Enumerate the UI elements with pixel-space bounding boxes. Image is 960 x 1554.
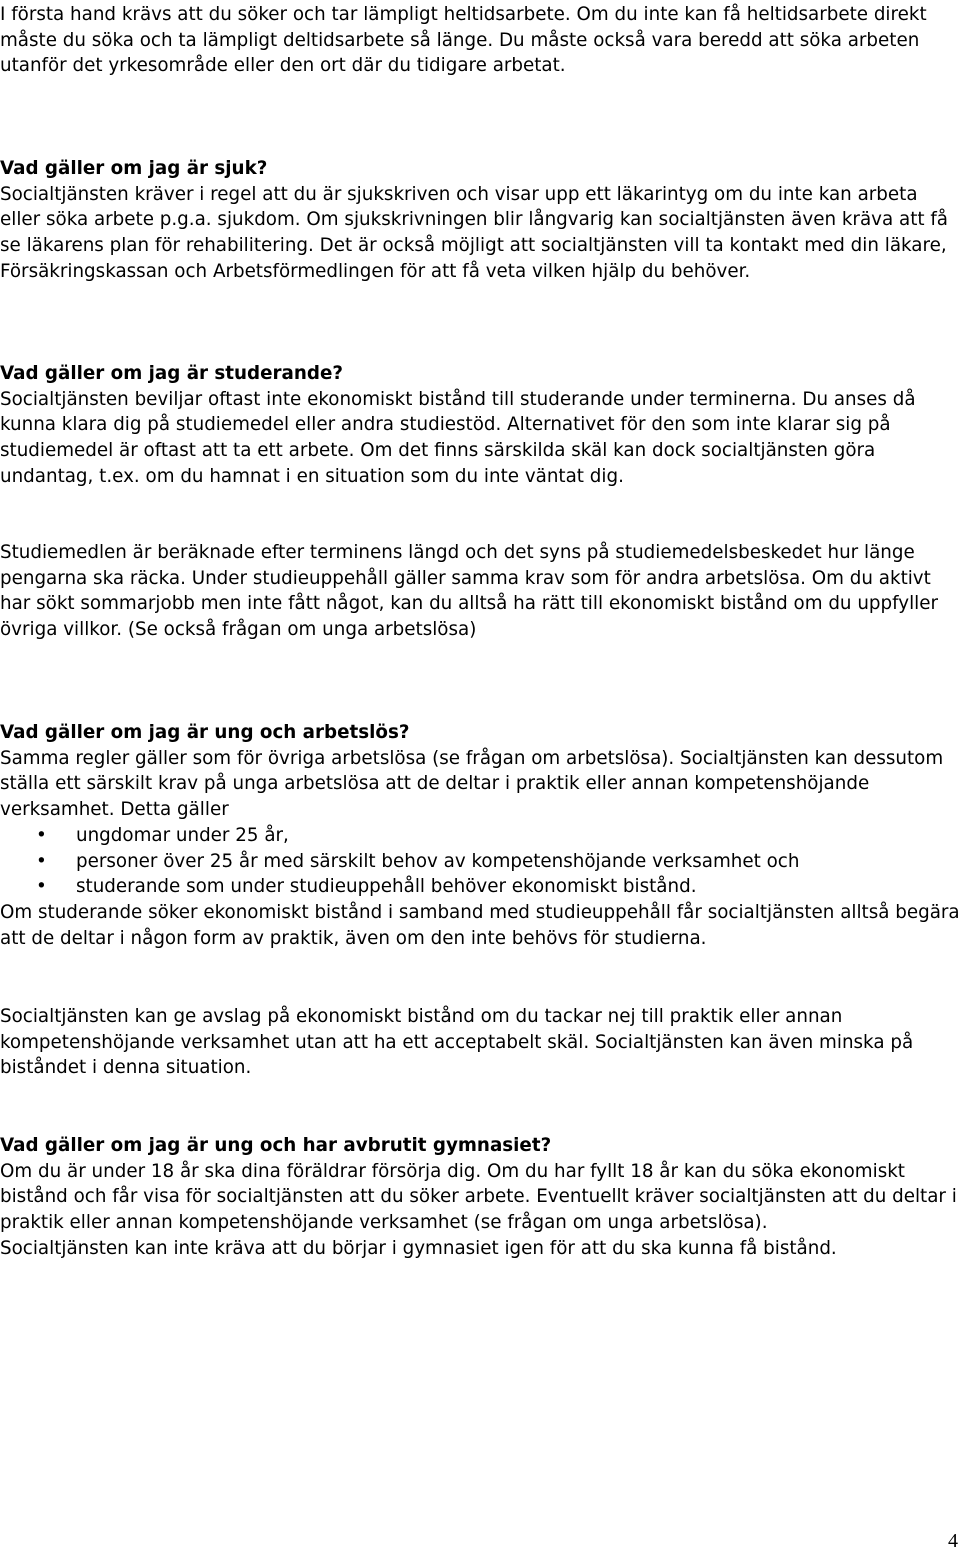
sick-section xyxy=(0,156,960,285)
dropout-paragraph-1: Om du är under 18 år ska dina föräldrar försörja dig. Om du har fyllt 18 år kan du söka ekonomiskt bistånd och får visa för socialtjänsten att du söker arbete. Eventuellt kräver socialtjänsten att du deltar i praktik eller annan kompetenshöjande verksamhet (se frågan om unga arbetslösa). xyxy=(0,1160,957,1234)
intro-section xyxy=(0,2,960,79)
list-item: • ungdomar under 25 år, xyxy=(0,823,960,849)
page-number: 4 xyxy=(948,1530,958,1552)
dropout-section xyxy=(0,1133,960,1262)
young-bullet-list xyxy=(0,823,960,900)
young-section-2 xyxy=(0,1004,960,1081)
student-paragraph-2: Studiemedlen är beräknade efter terminens längd och det syns på studiemedelsbeskedet hur länge pengarna ska räcka. Under studieuppehåll gäller samma krav som för andra arbetslösa. Om du aktivt har sökt sommarjobb men inte fått något, kan du alltså ha rätt till ekonomiskt bistånd om du uppfyller övriga villkor. (Se också frågan om unga arbetslösa) xyxy=(0,542,938,641)
student-section xyxy=(0,361,960,490)
young-section xyxy=(0,720,960,951)
young-heading: Vad gäller om jag är ung och arbetslös? xyxy=(0,722,410,743)
list-item: • studerande som under studieuppehåll behöver ekonomiskt bistånd. xyxy=(0,874,960,900)
dropout-heading: Vad gäller om jag är ung och har avbrutit gymnasiet? xyxy=(0,1135,552,1156)
sick-heading: Vad gäller om jag är sjuk? xyxy=(0,158,268,179)
intro-paragraph: I första hand krävs att du söker och tar lämpligt heltidsarbete. Om du inte kan få heltidsarbete direkt måste du söka och ta lämpligt deltidsarbete så länge. Du måste också vara beredd att söka arbeten utanför det yrkesområde eller den ort där du tidigare arbetat. xyxy=(0,4,927,77)
list-item: • personer över 25 år med särskilt behov av kompetenshöjande verksamhet och xyxy=(0,849,960,875)
sick-paragraph: Socialtjänsten kräver i regel att du är sjukskriven och visar upp ett läkarintyg om du inte kan arbeta eller söka arbete p.g.a. sjukdom. Om sjukskrivningen blir långvarig kan socialtjänsten även kräva att få se läkarens plan för rehabilitering. Det är också möjligt att socialtjänsten vill ta kontakt med din läkare, Försäkringskassan och Arbetsförmedlingen för att få veta vilken hjälp du behöver. xyxy=(0,183,948,282)
dropout-paragraph-2: Socialtjänsten kan inte kräva att du börjar i gymnasiet igen för att du ska kunna få bistånd. xyxy=(0,1237,837,1259)
young-paragraph-2: Om studerande söker ekonomiskt bistånd i samband med studieuppehåll får socialtjänsten alltså begära att de deltar i någon form av praktik, även om den inte behövs för studierna. xyxy=(0,901,960,949)
student-section-2 xyxy=(0,540,960,643)
student-heading: Vad gäller om jag är studerande? xyxy=(0,363,343,384)
young-paragraph-1: Samma regler gäller som för övriga arbetslösa (se frågan om arbetslösa). Socialtjänsten kan dessutom ställa ett särskilt krav på unga arbetslösa att de deltar i praktik eller annan kompetenshöjande verksamhet. Detta gäller xyxy=(0,747,944,821)
young-paragraph-3: Socialtjänsten kan ge avslag på ekonomiskt bistånd om du tackar nej till praktik eller annan kompetenshöjande verksamhet utan att ha ett acceptabelt skäl. Socialtjänsten kan även minska på biståndet i denna situation. xyxy=(0,1006,914,1079)
student-paragraph-1: Socialtjänsten beviljar oftast inte ekonomiskt bistånd till studerande under terminerna. Du anses då kunna klara dig på studiemedel eller andra studiestöd. Alternativet för den som inte klarar sig på studiemedel är oftast att ta ett arbete. Om det finns särskilda skäl kan dock socialtjänsten göra undantag, t.ex. om du hamnat i en situation som du inte väntat dig. xyxy=(0,388,916,487)
